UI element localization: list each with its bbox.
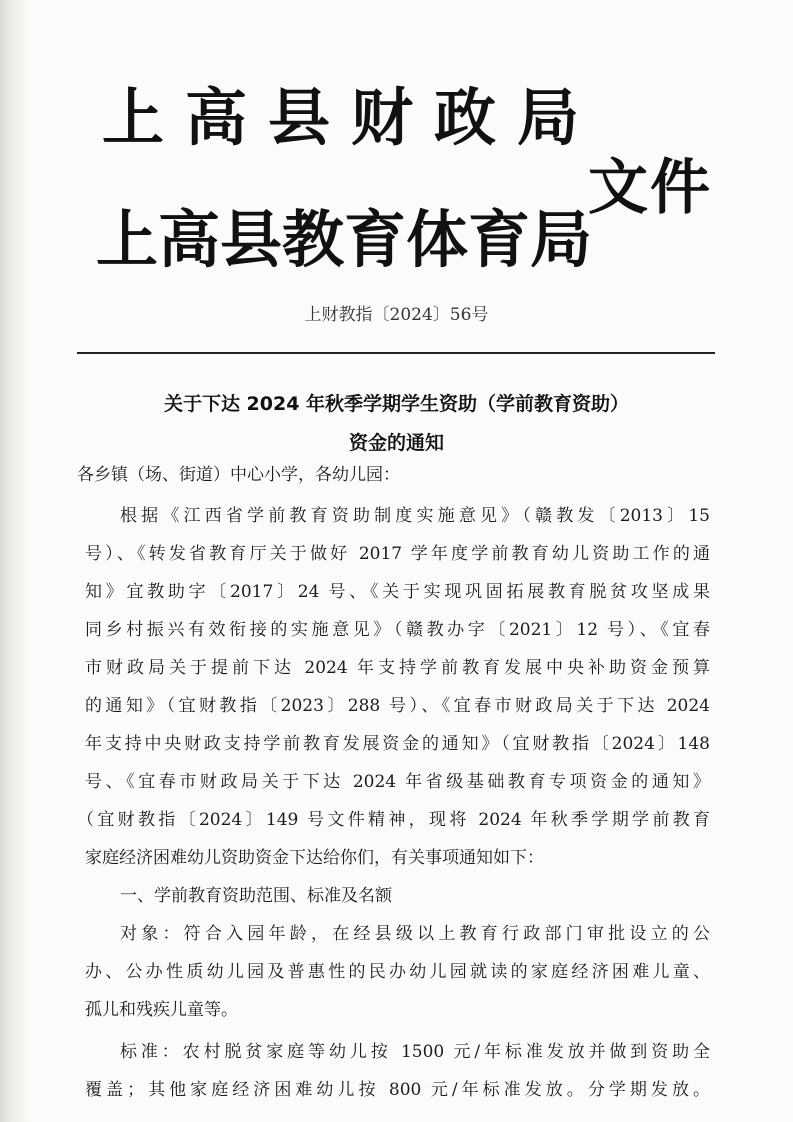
- body-line: 标准：农村脱贫家庭等幼儿按 1500 元/年标准发放并做到资助全: [120, 1042, 710, 1062]
- section-heading: 一、学前教育资助范围、标准及名额: [120, 886, 392, 906]
- body-line: 家庭经济困难幼儿资助资金下达给你们，有关事项通知如下：: [85, 848, 544, 868]
- salutation: 各乡镇（场、街道）中心小学，各幼儿园：: [77, 465, 400, 485]
- body-line: 根据《江西省学前教育资助制度实施意见》（赣教发〔2013〕15: [120, 506, 710, 526]
- scan-edge-shadow: [0, 0, 30, 1122]
- body-line: 对象：符合入园年龄，在经县级以上教育行政部门审批设立的公: [120, 924, 710, 944]
- body-line: 号、《宜春市财政局关于下达 2024 年省级基础教育专项资金的通知》: [85, 772, 710, 792]
- body-line: 孤儿和残疾儿童等。: [85, 1000, 238, 1020]
- document-type-label: 文件: [588, 153, 712, 223]
- issuing-agency-finance: 上高县财政局: [102, 81, 601, 154]
- body-line: 市财政局关于提前下达 2024 年支持学前教育发展中央补助资金预算: [85, 658, 710, 678]
- body-line: （宜财教指〔2024〕149 号文件精神，现将 2024 年秋季学期学前教育: [77, 810, 710, 830]
- issuing-agency-education: 上高县教育体育局: [96, 203, 593, 276]
- body-line: 知》宜教助字〔2017〕24 号、《关于实现巩固拓展教育脱贫攻坚成果: [85, 582, 710, 602]
- document-title-line-2: 资金的通知: [348, 432, 444, 454]
- header-divider: [77, 352, 715, 354]
- document-number: 上财教指〔2024〕56号: [304, 305, 489, 325]
- body-line: 同乡村振兴有效衔接的实施意见》（赣教办字〔2021〕12 号）、《宜春: [85, 620, 710, 640]
- body-line: 覆盖；其他家庭经济困难幼儿按 800 元/年标准发放。分学期发放。: [85, 1080, 710, 1100]
- body-line: 号）、《转发省教育厅关于做好 2017 学年度学前教育幼儿资助工作的通: [85, 544, 710, 564]
- body-line: 年支持中央财政支持学前教育发展资金的通知》（宜财教指〔2024〕148: [85, 734, 710, 754]
- body-line: 办、公办性质幼儿园及普惠性的民办幼儿园就读的家庭经济困难儿童、: [85, 962, 710, 982]
- body-line: 的通知》（宜财教指〔2023〕288 号）、《宜春市财政局关于下达 2024: [85, 696, 710, 716]
- document-title-line-1: 关于下达 2024 年秋季学期学生资助（学前教育资助）: [163, 393, 630, 415]
